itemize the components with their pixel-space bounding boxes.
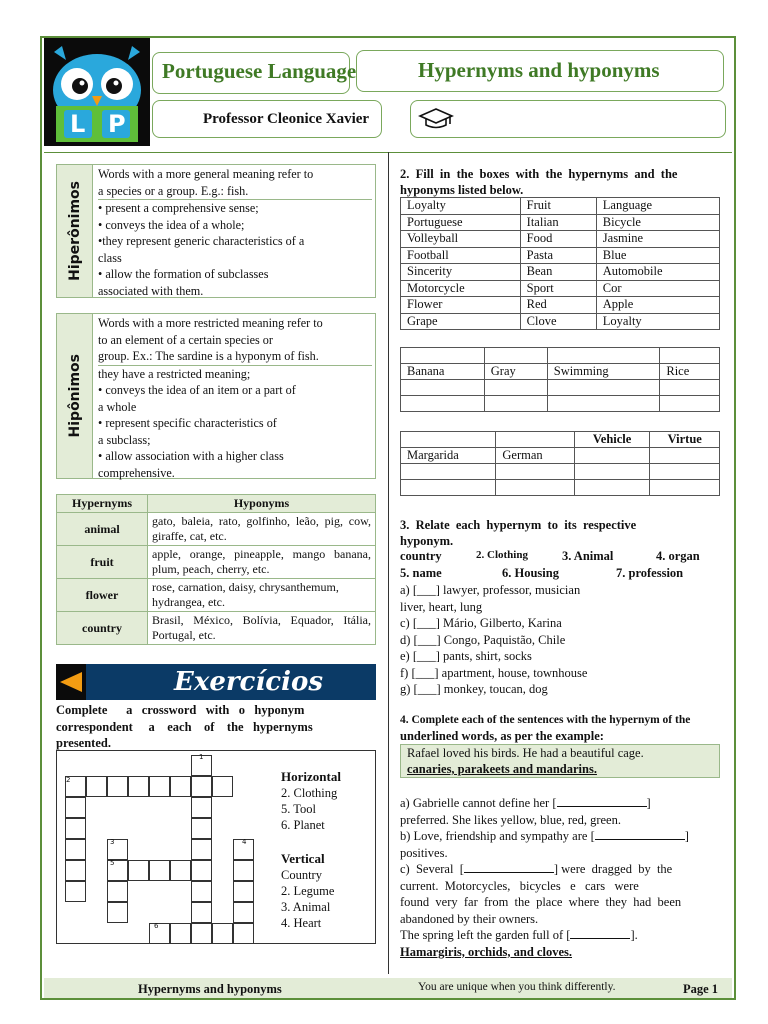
list-item: d) [___] Congo, Paquistão, Chile — [400, 632, 566, 647]
table-header: Hypernyms — [57, 495, 148, 513]
table-cell[interactable] — [484, 396, 547, 412]
crossword-cell[interactable] — [233, 860, 254, 881]
table-row — [401, 464, 720, 480]
logo-letter-l: L — [70, 110, 86, 138]
graduation-cap-icon — [418, 106, 454, 137]
table-cell: Food — [520, 231, 596, 248]
table-row — [401, 380, 720, 396]
table-row-value: rose, carnation, daisy, chrysanthemum, hydrangea, etc. — [148, 579, 376, 612]
table-cell: Blue — [596, 247, 719, 264]
table-row — [401, 231, 720, 248]
crossword-cell[interactable] — [191, 818, 212, 839]
cw-number: 1 — [199, 753, 204, 761]
def-line: to an element of a certain species or — [98, 332, 273, 347]
crossword-cell[interactable] — [107, 902, 128, 923]
crossword-cell[interactable] — [86, 776, 107, 797]
table-row-key: flower — [57, 579, 148, 612]
crossword-cell[interactable] — [65, 839, 86, 860]
horizontal-clues: 2. Clothing 5. Tool 6. Planet — [281, 786, 338, 832]
table-cell: Virtue — [650, 432, 720, 448]
table-cell[interactable] — [650, 464, 720, 480]
table-cell: Sport — [520, 280, 596, 297]
table-row — [401, 214, 720, 231]
crossword-cell[interactable] — [233, 902, 254, 923]
table-cell[interactable] — [650, 448, 720, 464]
table-row — [401, 280, 720, 297]
table-cell[interactable] — [401, 432, 496, 448]
def-bullet: a whole — [98, 399, 137, 414]
arrow-left-icon — [60, 672, 82, 692]
table-cell[interactable] — [650, 480, 720, 496]
table-row — [401, 396, 720, 412]
table-cell: Banana — [401, 364, 485, 380]
table-cell[interactable] — [484, 348, 547, 364]
table-row-key: fruit — [57, 546, 148, 579]
hyponyms-definition — [56, 313, 376, 479]
def-line: a species or a group. E.g.: fish. — [98, 183, 249, 198]
table-cell: Bean — [520, 264, 596, 281]
crossword-cell[interactable] — [191, 902, 212, 923]
table-row-value: apple, orange, pineapple, mango banana, plum, peach, cherry, etc. — [148, 546, 376, 579]
table-cell[interactable] — [401, 380, 485, 396]
crossword-cell[interactable] — [191, 881, 212, 902]
table-cell: Gray — [484, 364, 547, 380]
def-bullet: comprehensive. — [98, 465, 175, 480]
crossword-cell[interactable] — [149, 923, 170, 944]
ex2-table-a[interactable] — [400, 347, 720, 412]
logo-letter-p: P — [108, 110, 126, 138]
cw-number: 3 — [110, 838, 115, 846]
owl-logo — [44, 38, 150, 146]
list-item: e) [___] pants, shirt, socks — [400, 649, 532, 663]
crossword-cell[interactable] — [191, 776, 212, 797]
crossword-cell[interactable] — [65, 818, 86, 839]
table-cell: Loyalty — [401, 198, 521, 215]
list-item: g) [___] monkey, toucan, dog — [400, 682, 548, 696]
vertical-title: Vertical — [281, 851, 325, 866]
crossword-cell[interactable] — [170, 923, 191, 944]
table-cell: German — [496, 448, 574, 464]
table-cell: Portuguese — [401, 214, 521, 231]
crossword-cell[interactable] — [191, 860, 212, 881]
table-cell[interactable] — [484, 380, 547, 396]
crossword-cell[interactable] — [128, 860, 149, 881]
table-cell[interactable] — [496, 464, 574, 480]
table-row — [401, 297, 720, 314]
table-cell[interactable] — [660, 348, 720, 364]
crossword-cell[interactable] — [170, 860, 191, 881]
table-cell: Cor — [596, 280, 719, 297]
def-bullet: they have a restricted meaning; — [98, 366, 251, 381]
def-bullet: • represent specific characteristics of — [98, 416, 277, 430]
ex3-title: 3. Relate each hypernym to its respective hyponym. — [400, 518, 637, 548]
table-cell: Language — [596, 198, 719, 215]
table-cell: Italian — [520, 214, 596, 231]
table-cell[interactable] — [401, 348, 485, 364]
subject-title: Portuguese Language — [162, 59, 357, 83]
table-cell: Loyalty — [596, 313, 719, 330]
crossword-cell[interactable] — [233, 881, 254, 902]
table-row — [401, 198, 720, 215]
table-cell[interactable] — [547, 396, 660, 412]
def-line: group. Ex.: The sardine is a hyponym of fish. — [98, 349, 319, 363]
table-cell: Motorcycle — [401, 280, 521, 297]
crossword-cell[interactable] — [65, 797, 86, 818]
def-bullet: a subclass; — [98, 432, 151, 447]
def-bullet: class — [98, 250, 122, 265]
crossword-cell[interactable] — [212, 776, 233, 797]
table-cell[interactable] — [660, 396, 720, 412]
table-row-value: Brasil, México, Bolívia, Equador, Itália, Portugal, etc. — [148, 612, 376, 645]
cw-number: 4 — [242, 838, 247, 846]
table-cell: Bicycle — [596, 214, 719, 231]
table-cell: Pasta — [520, 247, 596, 264]
ex2-table-b[interactable] — [400, 431, 720, 496]
crossword — [56, 750, 376, 944]
table-header: Hyponyms — [148, 495, 376, 513]
footer-motto: You are unique when you think differently. — [418, 981, 616, 993]
table-cell: Volleyball — [401, 231, 521, 248]
crossword-cell[interactable] — [65, 860, 86, 881]
ex4-sentences: a) Gabrielle cannot define her [ ] preferred. She likes yellow, blue, red, green. b) Love, friendship and sympathy are [ ] positives. c) Several [ ] were dragged by the current. Motorcycles, bicycles e cars were found very far from the place where they had been abandoned by their owners. The spring left the garden full of [ ]. Hamargiris, orchids, and cloves. — [400, 796, 689, 959]
def-bullet: • allow association with a higher class — [98, 449, 284, 463]
crossword-cell[interactable] — [65, 881, 86, 902]
hypernyms-side-label: Hiperônimos — [66, 181, 83, 281]
ex4-title: 4. Complete each of the sentences with the hypernym of the underlined words, as per the example: — [400, 714, 691, 743]
ex2-word-grid — [400, 197, 720, 330]
ex2-title: 2. Fill in the boxes with the hypernyms and the hyponyms listed below. — [400, 167, 678, 197]
column-divider — [388, 152, 389, 974]
crossword-cell[interactable] — [149, 860, 170, 881]
def-bullet: • allow the formation of subclasses — [98, 267, 269, 281]
page-number: Page 1 — [683, 982, 719, 996]
cw-number: 5 — [110, 859, 115, 867]
hyponyms-side-label: Hipônimos — [66, 354, 83, 438]
crossword-cell[interactable] — [128, 776, 149, 797]
table-row — [401, 480, 720, 496]
table-cell[interactable] — [401, 396, 485, 412]
topic-title: Hypernyms and hyponyms — [418, 58, 660, 82]
table-cell: Apple — [596, 297, 719, 314]
table-cell: Clove — [520, 313, 596, 330]
crossword-cell[interactable] — [191, 923, 212, 944]
table-cell: Jasmine — [596, 231, 719, 248]
table-cell[interactable] — [496, 480, 574, 496]
table-cell[interactable] — [574, 464, 650, 480]
cap-box — [410, 100, 726, 138]
table-row — [401, 432, 720, 448]
table-cell: Rice — [660, 364, 720, 380]
cw-number: 6 — [154, 922, 159, 930]
horizontal-title: Horizontal — [281, 769, 341, 784]
exercises-banner — [56, 664, 376, 700]
table-row — [401, 364, 720, 380]
table-cell[interactable] — [660, 380, 720, 396]
table-row-value: gato, baleia, rato, golfinho, leão, pig, cow, giraffe, cat, etc. — [148, 513, 376, 546]
footer-title: Hypernyms and hyponyms — [138, 982, 282, 996]
list-item: liver, heart, lung — [400, 599, 483, 614]
table-cell: Sincerity — [401, 264, 521, 281]
table-cell: Fruit — [520, 198, 596, 215]
table-row-key: animal — [57, 513, 148, 546]
crossword-cell[interactable] — [170, 776, 191, 797]
crossword-cell[interactable] — [107, 776, 128, 797]
def-line: Words with a more restricted meaning refer to — [98, 316, 323, 330]
table-cell[interactable] — [574, 480, 650, 496]
table-cell: Margarida — [401, 448, 496, 464]
crossword-cell[interactable] — [212, 923, 233, 944]
vertical-clues: Country 2. Legume 3. Animal 4. Heart — [281, 868, 335, 930]
list-item: a) [___] lawyer, professor, musician — [400, 583, 581, 597]
list-item: f) [___] apartment, house, townhouse — [400, 665, 588, 680]
crossword-cell[interactable] — [107, 881, 128, 902]
table-row — [401, 348, 720, 364]
crossword-cell[interactable] — [191, 797, 212, 818]
table-cell[interactable] — [401, 464, 496, 480]
ex4-example: Rafael loved his birds. He had a beautiful cage. canaries, parakeets and mandarins. — [400, 744, 720, 778]
table-cell[interactable] — [401, 480, 496, 496]
def-bullet: • present a comprehensive sense; — [98, 201, 259, 215]
ex3-items — [400, 582, 720, 698]
def-bullet: •they represent generic characteristics of a — [98, 234, 305, 248]
table-cell: Automobile — [596, 264, 719, 281]
table-cell: Red — [520, 297, 596, 314]
table-cell[interactable] — [574, 448, 650, 464]
table-cell: Swimming — [547, 364, 660, 380]
table-cell: Grape — [401, 313, 521, 330]
table-row — [401, 247, 720, 264]
table-row — [401, 264, 720, 281]
table-row — [401, 448, 720, 464]
cw-number: 2 — [66, 776, 71, 784]
def-bullet: • conveys the idea of an item or a part of — [98, 383, 296, 397]
table-cell: Football — [401, 247, 521, 264]
def-line: Words with a more general meaning refer to — [98, 167, 314, 181]
table-cell[interactable] — [547, 380, 660, 396]
crossword-cell[interactable] — [191, 839, 212, 860]
table-cell: Flower — [401, 297, 521, 314]
table-row-key: country — [57, 612, 148, 645]
table-cell: Vehicle — [574, 432, 650, 448]
crossword-cell[interactable] — [233, 923, 254, 944]
table-row — [401, 313, 720, 330]
def-bullet: • conveys the idea of a whole; — [98, 217, 245, 232]
table-cell[interactable] — [496, 432, 574, 448]
ex1-instruction: Complete a crossword with o hyponym correspondent a each of the hypernyms presented. — [56, 703, 313, 750]
examples-table — [56, 494, 376, 645]
def-bullet: associated with them. — [98, 283, 204, 298]
hypernyms-definition — [56, 164, 376, 298]
table-cell[interactable] — [547, 348, 660, 364]
professor-name: Professor Cleonice Xavier — [203, 111, 370, 127]
exercises-title: Exercícios — [174, 667, 323, 697]
crossword-cell[interactable] — [149, 776, 170, 797]
list-item: c) [___] Mário, Gilberto, Karina — [400, 616, 562, 630]
